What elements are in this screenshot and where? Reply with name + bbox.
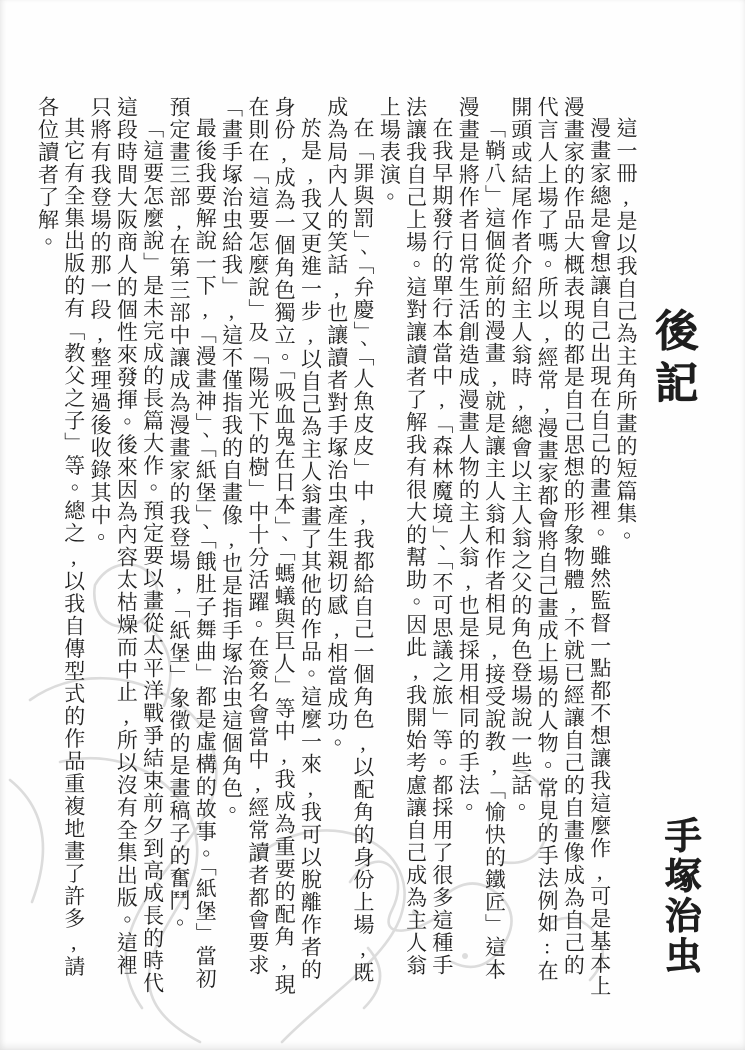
paragraph: 其它有全集出版的有「教父之子」等。總之,以我自傳型式的作品重複地畫了許多,請各位讀者了解。 xyxy=(35,96,86,978)
paragraph: 這一冊,是以我自己為主角所畫的短篇集。 xyxy=(614,117,638,548)
paragraph: 在「罪與罰」、「弁慶」、「人魚皮皮」中,我都給自己一個角色,以配角的身份上場,既成為局內人的笑話,也讓讀者對手塚治虫產生親切感,相當成功。 xyxy=(324,96,376,984)
paragraph: 最後我要解說一下,「漫畫神」、「紙堡」、「餓肚子舞曲」都是虛構的故事。「紙堡」當初預定畫三部,在第三部中讓成為漫畫家的我登場,「紙堡」象徵的是畫稿子的奮鬥。 xyxy=(166,96,218,990)
author-name: 手塚治虫 xyxy=(658,816,699,976)
paragraph: 於是,我又更進一步,以自己為主人翁畫了其他的作品。這麼一來,我可以脫離作者的身份,成為一個角色獨立。「吸血鬼在日本」、「螞蟻與巨人」等中,我成為重要的配角,現在則在「這要怎麼說」及「陽光下的樹」中十分活躍。在簽名會當中,經常讀者都會要求「畫手塚治虫給我」,這不僅指我的自畫像,也是指手塚治虫這個角色。 xyxy=(219,96,323,996)
afterword-title: 後記 xyxy=(649,308,696,412)
afterword-text xyxy=(33,96,639,998)
paragraph: 在我早期發行的單行本當中,「森林魔境」、「不可思議之旅」等。都採用了很多這種手法讓我自己上場。這對讓讀者了解我有很大的幫助。因此,我開始考慮讓自己成為主人翁上場表演。 xyxy=(377,96,454,977)
paragraph: 漫畫家總是會想讓自己出現在自己的畫裡。雖然監督一點都不想讓我這麼作,可是基本上漫畫家的作品大概表現的都是自己思想的形象物體,不就已經讓自己的自畫像成為自己的代言人上場了嗎。所以,經常,漫畫家都會將自己畫成上場的人物。常見的手法例如:在開頭或結尾作者介紹主人翁時,總會以主人翁之父的角色登場說一些話。 xyxy=(508,96,612,998)
paragraph: 「鞘八」這個從前的漫畫,就是讓主人翁和作者相見,接受說教,「愉快的鐵匠」這本漫畫是將作者日常生活創造成漫畫人物的主人翁,也是採用相同的手法。 xyxy=(456,96,507,981)
paragraph: 「這要怎麼說」是未完成的長篇大作。預定要以畫從太平洋戰爭結束前夕到高成長的時代這段時間大阪商人的個性來發揮。後來因為內容太枯燥而中止,所以沒有全集出版。這裡只將有我登場的那一段,整理過後收錄其中。 xyxy=(88,96,165,995)
